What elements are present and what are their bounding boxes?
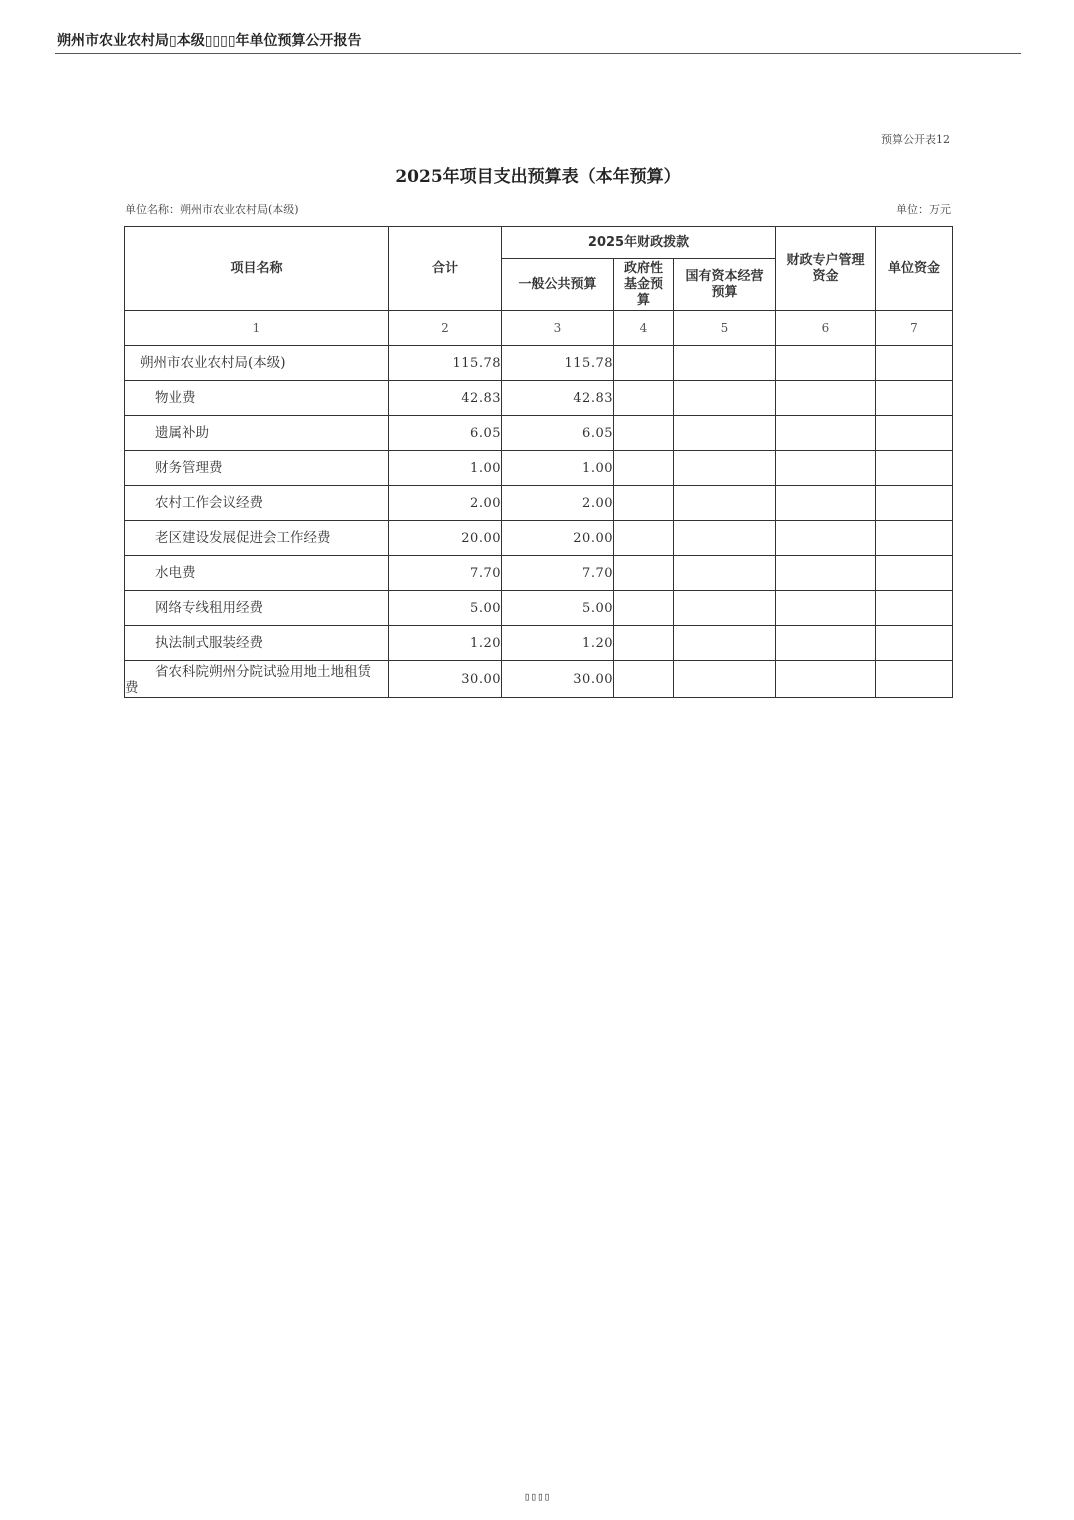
cell-unit-funds: [876, 381, 953, 416]
cell-state-capital: [674, 451, 776, 486]
row-name: 朔州市农业农村局(本级): [125, 346, 389, 381]
cell-state-capital: [674, 591, 776, 626]
cell-general: 42.83: [502, 381, 614, 416]
cell-unit-funds: [876, 591, 953, 626]
col-header-fiscal-group: 2025年财政拨款: [502, 227, 776, 259]
table-row: [125, 591, 953, 626]
cell-state-capital: [674, 661, 776, 698]
cell-total: 42.83: [389, 381, 502, 416]
cell-unit-funds: [876, 486, 953, 521]
cell-general: 1.00: [502, 451, 614, 486]
col-header-name: 项目名称: [125, 227, 389, 311]
column-number-row: [125, 311, 953, 346]
cell-general: 30.00: [502, 661, 614, 698]
page-title: 2025年项目支出预算表（本年预算）: [395, 167, 681, 187]
header-divider: [55, 53, 1021, 54]
col-header-total: 合计: [389, 227, 502, 311]
row-name: 省农科院朔州分院试验用地土地租赁费: [125, 661, 389, 698]
cell-gov-fund: [614, 486, 674, 521]
col-header-unit-funds: 单位资金: [876, 227, 953, 311]
cell-state-capital: [674, 626, 776, 661]
cell-gov-fund: [614, 346, 674, 381]
cell-state-capital: [674, 486, 776, 521]
cell-unit-funds: [876, 521, 953, 556]
cell-unit-funds: [876, 626, 953, 661]
cell-special: [776, 486, 876, 521]
cell-state-capital: [674, 521, 776, 556]
cell-total: 115.78: [389, 346, 502, 381]
table-row: [125, 381, 953, 416]
cell-special: [776, 626, 876, 661]
col-number: 4: [614, 311, 674, 346]
cell-unit-funds: [876, 416, 953, 451]
page-number: ▯▯▯▯: [523, 1490, 551, 1503]
col-number: 3: [502, 311, 614, 346]
cell-special: [776, 416, 876, 451]
cell-general: 115.78: [502, 346, 614, 381]
table-row: [125, 556, 953, 591]
unit-name: 单位名称：朔州市农业农村局(本级): [125, 203, 299, 216]
table-row: [125, 346, 953, 381]
row-name: 遗属补助: [125, 416, 389, 451]
unit-label: 单位：万元: [896, 203, 951, 216]
cell-special: [776, 451, 876, 486]
table-row: [125, 416, 953, 451]
cell-gov-fund: [614, 381, 674, 416]
cell-total: 2.00: [389, 486, 502, 521]
cell-gov-fund: [614, 451, 674, 486]
cell-general: 1.20: [502, 626, 614, 661]
cell-unit-funds: [876, 346, 953, 381]
cell-unit-funds: [876, 661, 953, 698]
col-header-special: 财政专户管理资金: [776, 227, 876, 311]
cell-general: 5.00: [502, 591, 614, 626]
cell-total: 30.00: [389, 661, 502, 698]
budget-table: [124, 226, 953, 698]
cell-gov-fund: [614, 591, 674, 626]
col-header-gov-fund: 政府性基金预算: [614, 259, 674, 311]
cell-total: 20.00: [389, 521, 502, 556]
cell-general: 7.70: [502, 556, 614, 591]
col-header-state-capital: 国有资本经营预算: [674, 259, 776, 311]
col-number: 7: [876, 311, 953, 346]
table-row: [125, 451, 953, 486]
table-row: [125, 626, 953, 661]
cell-gov-fund: [614, 626, 674, 661]
meta-row: [125, 201, 951, 217]
cell-gov-fund: [614, 416, 674, 451]
cell-general: 2.00: [502, 486, 614, 521]
table-row: [125, 521, 953, 556]
row-name: 网络专线租用经费: [125, 591, 389, 626]
col-number: 1: [125, 311, 389, 346]
cell-gov-fund: [614, 556, 674, 591]
cell-special: [776, 346, 876, 381]
cell-state-capital: [674, 416, 776, 451]
row-name: 农村工作会议经费: [125, 486, 389, 521]
cell-general: 6.05: [502, 416, 614, 451]
row-name: 物业费: [125, 381, 389, 416]
cell-unit-funds: [876, 451, 953, 486]
cell-total: 5.00: [389, 591, 502, 626]
row-name: 财务管理费: [125, 451, 389, 486]
cell-special: [776, 661, 876, 698]
cell-gov-fund: [614, 661, 674, 698]
cell-special: [776, 556, 876, 591]
row-name: 老区建设发展促进会工作经费: [125, 521, 389, 556]
row-name: 执法制式服装经费: [125, 626, 389, 661]
cell-state-capital: [674, 346, 776, 381]
cell-state-capital: [674, 556, 776, 591]
cell-total: 6.05: [389, 416, 502, 451]
cell-special: [776, 381, 876, 416]
table-row: [125, 661, 953, 698]
cell-total: 1.20: [389, 626, 502, 661]
cell-gov-fund: [614, 521, 674, 556]
cell-state-capital: [674, 381, 776, 416]
col-number: 5: [674, 311, 776, 346]
cell-total: 7.70: [389, 556, 502, 591]
table-id: 预算公开表12: [881, 133, 950, 146]
cell-special: [776, 521, 876, 556]
cell-special: [776, 591, 876, 626]
col-header-general: 一般公共预算: [502, 259, 614, 311]
row-name: 水电费: [125, 556, 389, 591]
col-number: 2: [389, 311, 502, 346]
page-header-title: 朔州市农业农村局▯本级▯▯▯▯年单位预算公开报告: [57, 33, 362, 49]
cell-total: 1.00: [389, 451, 502, 486]
col-number: 6: [776, 311, 876, 346]
cell-general: 20.00: [502, 521, 614, 556]
cell-unit-funds: [876, 556, 953, 591]
table-row: [125, 486, 953, 521]
